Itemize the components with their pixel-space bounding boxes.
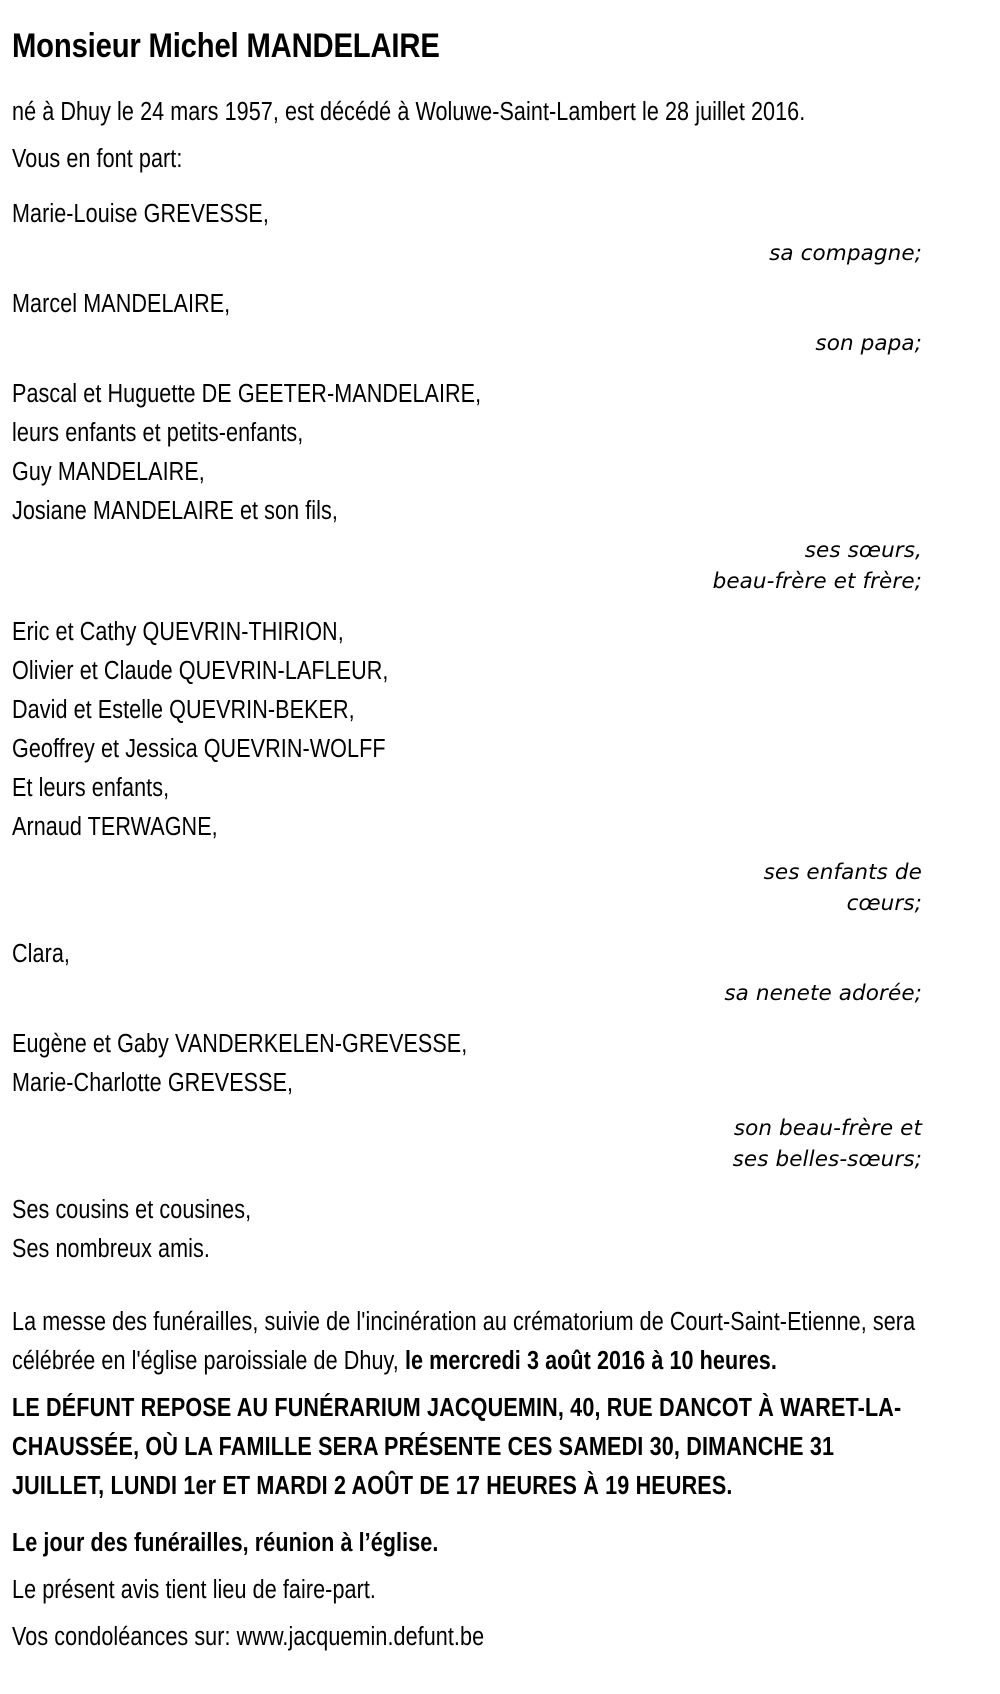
family-name-line: Clara,	[12, 940, 70, 969]
condolences-text: Vos condoléances sur: www.jacquemin.defunt.be	[12, 1623, 485, 1652]
family-name-line: Guy MANDELAIRE,	[12, 458, 205, 487]
family-group	[12, 195, 922, 234]
family-name-line: Marcel MANDELAIRE,	[12, 290, 231, 319]
family-group	[12, 285, 922, 324]
family-name-line: Josiane MANDELAIRE et son fils,	[12, 497, 338, 526]
family-name-line: Arnaud TERWAGNE,	[12, 813, 218, 842]
relation-line: ses enfants de	[763, 860, 922, 886]
page-title: Monsieur Michel MANDELAIRE	[12, 27, 440, 65]
family-name-line: Marie-Louise GREVESSE,	[12, 200, 269, 229]
spacer	[12, 1563, 922, 1571]
faire-part-text: Le présent avis tient lieu de faire-part.	[12, 1576, 376, 1605]
church-meeting-text: Le jour des funérailles, réunion à l’église.	[12, 1529, 439, 1558]
family-group	[12, 375, 922, 531]
spacer	[12, 1269, 922, 1303]
family-name-line: Eugène et Gaby VANDERKELEN-GREVESSE,	[12, 1030, 468, 1059]
family-group	[12, 1025, 922, 1103]
relation-line: sa nenete adorée;	[724, 981, 922, 1007]
family-name-line: Ses nombreux amis.	[12, 1235, 210, 1264]
relation-line: cœurs;	[846, 891, 922, 917]
funeral-service-datetime: le mercredi 3 août 2016 à 10 heures.	[404, 1347, 777, 1376]
spacer	[12, 1506, 922, 1524]
family-name-line: Geoffrey et Jessica QUEVRIN-WOLFF	[12, 735, 386, 764]
deceased-intro-text: né à Dhuy le 24 mars 1957, est décédé à Woluwe-Saint-Lambert le 28 juillet 2016.	[12, 98, 806, 127]
relation-line: son beau-frère et	[733, 1116, 922, 1142]
relation-caption	[12, 238, 922, 269]
spacer	[12, 1381, 922, 1389]
spacer	[12, 1610, 922, 1618]
relation-line: son papa;	[815, 331, 922, 357]
announcement-text: Vous en font part:	[12, 145, 183, 174]
funerarium-repose-text: LE DÉFUNT REPOSE AU FUNÉRARIUM JACQUEMIN, 40, RUE DANCOT À WARET-LA-CHAUSSÉE, OÙ LA FAMILLE SERA PRÉSENTE CES SAMEDI 30, DIMANCHE 31 JUILLET, LUNDI 1er ET MARDI 2 AOÛT DE 17 HEURES À 19 HEURES.	[12, 1394, 902, 1501]
family-name-line: Marie-Charlotte GREVESSE,	[12, 1069, 294, 1098]
relation-line: beau-frère et frère;	[712, 569, 922, 595]
relation-line: ses sœurs,	[804, 538, 922, 564]
family-group	[12, 1191, 922, 1269]
funeral-service-text	[12, 1303, 922, 1381]
relation-caption	[12, 857, 922, 919]
relation-caption	[12, 1113, 922, 1175]
spacer	[12, 132, 922, 140]
family-group	[12, 935, 922, 974]
family-name-line: Ses cousins et cousines,	[12, 1196, 252, 1225]
funeral-service-plain: La messe des funérailles, suivie de l'incinération au crématorium de Court-Saint-Etienne, sera célébrée en l'église paroissiale de Dhuy,	[12, 1308, 916, 1376]
relation-caption	[12, 328, 922, 359]
family-name-line: David et Estelle QUEVRIN-BEKER,	[12, 696, 355, 725]
relation-line: ses belles-sœurs;	[732, 1147, 922, 1173]
family-name-line: Et leurs enfants,	[12, 774, 170, 803]
family-name-line: Olivier et Claude QUEVRIN-LAFLEUR,	[12, 657, 389, 686]
family-name-line: leurs enfants et petits-enfants,	[12, 419, 304, 448]
family-name-line: Pascal et Huguette DE GEETER-MANDELAIRE,	[12, 380, 482, 409]
relation-caption	[12, 978, 922, 1009]
family-group	[12, 613, 922, 847]
family-name-line: Eric et Cathy QUEVRIN-THIRION,	[12, 618, 344, 647]
relation-line: sa compagne;	[769, 241, 922, 267]
relation-caption	[12, 535, 922, 597]
